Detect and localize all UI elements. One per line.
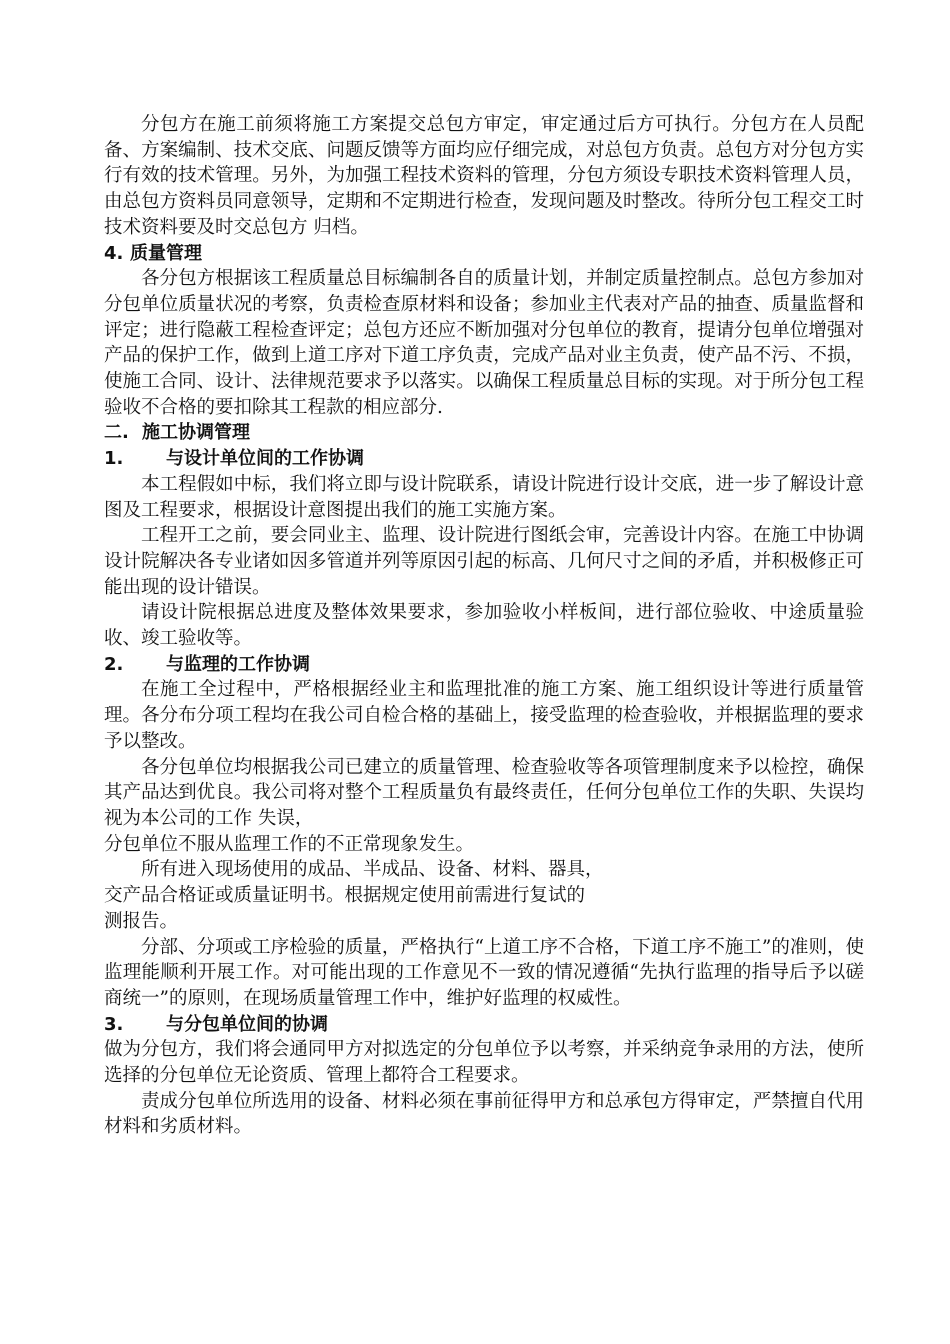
heading-number: 2. — [104, 653, 124, 675]
heading-title: 质量管理 — [130, 242, 202, 264]
paragraph-material-approval: 责成分包单位所选用的设备、材料必须在事前征得甲方和总承包方得审定，严禁擅自代用材料和劣质材料。 — [104, 1090, 864, 1138]
paragraph-materials-end: 测报告。 — [104, 910, 179, 932]
paragraph-technical-management: 分包方在施工前须将施工方案提交总包方审定，审定通过后方可执行。分包方在人员配备、方案编制、技术交底、问题反馈等方面均应仔细完成，对总包方负责。总包方对分包方实行有效的技术管理。另外，为加强工程技术资料的管理，分包方须设专职技术资料管理人员，由总包方资料员同意领导，定期和不定期进行检查，发现问题及时整改。待所分包工程交工时技术资料要及时交总包方 归档。 — [104, 114, 864, 238]
paragraph-quality-plan: 各分包方根据该工程质量总目标编制各自的质量计划，并制定质量控制点。总包方参加对分包单位质量状况的考察，负责检查原材料和设备；参加业主代表对产品的抽查、质量监督和评定；进行隐蔽工程检查评定；总包方还应不断加强对分包单位的教育，提请分包单位增强对产品的保护工作，做到上道工序对下道工序负责，完成产品对业主负责，使产品不污、不损，使施工合同、设计、法律规范要求予以落实。以确保工程质量总目标的实现。对于所分包工程验收不合格的要扣除其工程款的相应部分. — [104, 268, 864, 418]
paragraph-subcontractor-selection: 做为分包方，我们将会通同甲方对拟选定的分包单位予以考察，并采纳竞争录用的方法，使所选择的分包单位无论资质、管理上都符合工程要求。 — [104, 1039, 864, 1087]
heading-title: 与分包单位间的协调 — [166, 1013, 328, 1035]
paragraph-subcontractor-control: 各分包单位均根据我公司已建立的质量管理、检查验收等各项管理制度来予以检控，确保其产品达到优良。我公司将对整个工程质量负有最终责任，任何分包单位工作的失职、失误均视为本公司的工作 失误， — [104, 756, 864, 829]
heading-title: 与监理的工作协调 — [166, 653, 310, 675]
heading-title: 与设计单位间的工作协调 — [166, 448, 364, 470]
heading-number: 1. — [104, 448, 124, 470]
heading-number: 3. — [104, 1013, 124, 1035]
heading-coordination-management — [104, 420, 864, 446]
paragraph-materials: 所有进入现场使用的成品、半成品、设备、材料、器具， — [141, 859, 604, 881]
heading-number: 二. — [104, 422, 129, 444]
paragraph-construction-process: 在施工全过程中，严格根据经业主和监理批准的施工方案、施工组织设计等进行质量管理。各分布分项工程均在我公司自检合格的基础上，接受监理的检查验收，并根据监理的要求予以整改。 — [104, 679, 864, 752]
document-body — [104, 112, 864, 1140]
paragraph-design-liaison: 本工程假如中标，我们将立即与设计院联系，请设计院进行设计交底，进一步了解设计意图及工程要求，根据设计意图提出我们的施工实施方案。 — [104, 473, 864, 521]
paragraph-materials-cont: 交产品合格证或质量证明书。根据规定使用前需进行复试的 — [104, 885, 586, 907]
heading-number: 4. — [104, 242, 124, 264]
paragraph-drawing-review: 工程开工之前，要会同业主、监理、设计院进行图纸会审，完善设计内容。在施工中协调设计院解决各专业诸如因多管道并列等原因引起的标高、几何尺寸之间的矛盾，并积极修正可能出现的设计错误。 — [104, 525, 864, 598]
paragraph-subcontractor-control-cont: 分包单位不服从监理工作的不正常现象发生。 — [104, 833, 475, 855]
heading-quality-management — [104, 241, 864, 267]
heading-supervision-coordination — [104, 652, 864, 678]
heading-subcontractor-coordination — [104, 1012, 864, 1038]
heading-title: 施工协调管理 — [142, 422, 250, 444]
paragraph-inspection: 分部、分项或工序检验的质量，严格执行“上道工序不合格，下道工序不施工”的准则，使监理能顺利开展工作。对可能出现的工作意见不一致的情况遵循“先执行监理的指导后予以磋商统一”的原则，在现场质量管理工作中，维护好监理的权威性。 — [104, 936, 864, 1009]
heading-design-coordination — [104, 446, 864, 472]
paragraph-acceptance: 请设计院根据总进度及整体效果要求，参加验收小样板间，进行部位验收、中途质量验收、竣工验收等。 — [104, 602, 864, 650]
